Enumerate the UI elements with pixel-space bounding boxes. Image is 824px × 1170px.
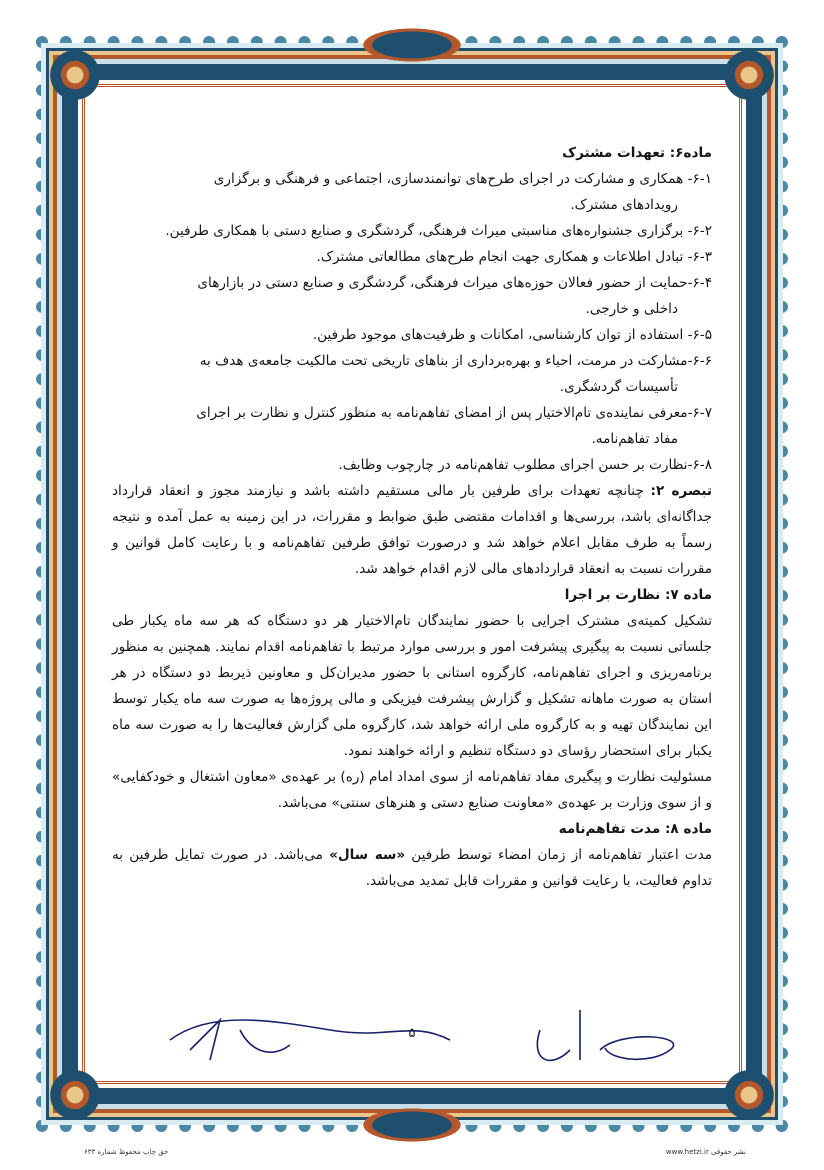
signatures (150, 990, 710, 1070)
clause-6-7 (112, 400, 712, 452)
clause-text: ۶-۸-نظارت بر حسن اجرای مطلوب تفاهم‌نامه در چارچوب وظایف. (338, 457, 712, 473)
note-text: چنانچه تعهدات برای طرفین بار مالی مستقیم داشته باشد و نیازمند مجوز و انعقاد قرارداد جداگانه‌ای باشد، بررسی‌ها و اقدامات مقتضی طبق ضوابط و مقررات، در این زمینه به عمل آمده و نتیجه رسماً به طرف مقابل اعلام خواهد شد و درصورت توافق طرفین تفاهم‌نامه و با رعایت کامل قوانین و مقررات نسبت به انعقاد قراردادهای مالی لازم اقدام خواهد شد. (112, 483, 712, 577)
clause-text: ۶-۴-حمایت از حضور فعالان حوزه‌های میراث فرهنگی، گردشگری و صنایع دستی در بازارهای (197, 275, 712, 291)
clause-6-4 (112, 270, 712, 322)
clause-text: ۶-۷-معرفی نماینده‌ی تام‌الاختیار پس از امضای تفاهم‌نامه به منظور کنترل و نظارت بر اجرای (196, 405, 712, 421)
article-8-text-end: می‌باشد. در صورت تمایل طرفین به تداوم فعالیت، با رعایت قوانین و مقررات قابل تمدید می‌باشد. (112, 847, 712, 889)
note-label: تبصره ۲: (650, 483, 713, 499)
document-body (112, 140, 712, 1060)
publisher-footer: www.hetzi.ir نشر حقوقی (665, 1148, 746, 1156)
clause-6-6 (112, 348, 712, 400)
top-ornament (350, 24, 474, 66)
clause-6-2 (112, 218, 712, 244)
clause-text: ۶-۲- برگزاری جشنواره‌های مناسبتی میراث فرهنگی، گردشگری و صنایع دستی با همکاری طرفین. (165, 223, 712, 239)
clause-6-8 (112, 452, 712, 478)
clause-continuation: مفاد تفاهم‌نامه. (591, 431, 678, 447)
copyright-footer: حق چاپ محفوظ شماره ۶۳۳ (84, 1148, 169, 1156)
article-7-paragraph-2: مسئولیت نظارت و پیگیری مفاد تفاهم‌نامه از سوی امداد امام (ره) بر عهده‌ی «معاون اشتغال و خودکفایی» و از سوی وزارت بر عهده‌ی «معاونت صنایع دستی و هنرهای سنتی» می‌باشد. (112, 769, 712, 811)
signature-right (537, 1010, 673, 1060)
corner-ornament (46, 1066, 104, 1124)
page-number: ۵ (408, 1026, 416, 1041)
clause-6-5 (112, 322, 712, 348)
bottom-ornament (350, 1104, 474, 1146)
duration-value: «سه سال» (329, 847, 406, 863)
clause-continuation: داخلی و خارجی. (585, 301, 678, 317)
corner-ornament (46, 46, 104, 104)
clause-text: ۶-۱- همکاری و مشارکت در اجرای طرح‌های توانمندسازی، اجتماعی و فرهنگی و برگزاری (213, 171, 712, 187)
clause-continuation: تأسیسات گردشگری. (559, 379, 678, 395)
clause-6-3 (112, 244, 712, 270)
clause-6-1 (112, 166, 712, 218)
corner-ornament (720, 46, 778, 104)
clause-text: ۶-۶-مشارکت در مرمت، احیاء و بهره‌برداری از بناهای تاریخی تحت مالکیت جامعه‌ی هدف به (199, 353, 712, 369)
clause-text: ۶-۵- استفاده از توان کارشناسی، امکانات و ظرفیت‌های موجود طرفین. (312, 327, 712, 343)
clause-text: ۶-۳- تبادل اطلاعات و همکاری جهت انجام طرح‌های مطالعاتی مشترک. (316, 249, 712, 265)
article-8-heading: ماده ۸: مدت تفاهم‌نامه (558, 821, 712, 837)
clause-continuation: رویدادهای مشترک. (570, 197, 678, 213)
article-7-paragraph-1: تشکیل کمیته‌ی مشترک اجرایی با حضور نمایندگان تام‌الاختیار هر دو دستگاه که هر سه ماه یکبار طی جلساتی نسبت به پیگیری پیشرفت امور و بررسی موارد مرتبط با تفاهم‌نامه اقدام نمایند. همچنین به منظور برنامه‌ریزی و اجرای تفاهم‌نامه، کارگروه استانی با حضور مدیران‌کل و معاونین ذیربط دو دستگاه در هر استان به صورت ماهانه تشکیل و گزارش پیشرفت فیزیکی و مالی پروژه‌ها به صورت سه ماه یکبار توسط این نمایندگان تهیه و به کارگروه ملی ارائه خواهد شد، کارگروه ملی گزارش فعالیت‌ها را به صورت سه ماه یکبار برای استحضار رؤسای دو دستگاه تنظیم و ارائه خواهند نمود. (112, 613, 712, 759)
article-8-text: مدت اعتبار تفاهم‌نامه از زمان امضاء توسط طرفین (405, 847, 712, 863)
article-8-paragraph (112, 842, 712, 894)
article-7-heading: ماده ۷: نظارت بر اجرا (564, 587, 712, 603)
article-6-heading: ماده۶: تعهدات مشترک (562, 145, 712, 161)
corner-ornament (720, 1066, 778, 1124)
note-2 (112, 478, 712, 582)
